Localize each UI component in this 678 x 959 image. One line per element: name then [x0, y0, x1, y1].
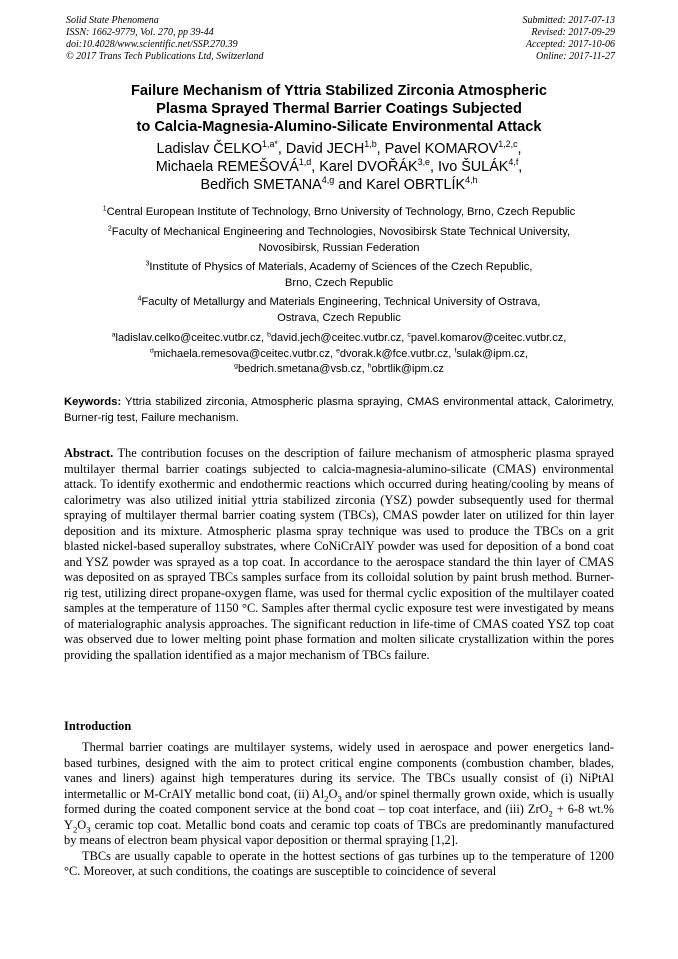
email-link[interactable]: michaela.remesova@ceitec.vutbr.cz	[153, 347, 330, 360]
abstract-label: Abstract.	[64, 446, 114, 460]
email-link[interactable]: sulak@ipm.cz	[456, 347, 525, 360]
author-list	[60, 140, 618, 194]
submitted-date: Submitted: 2017-07-13	[522, 15, 615, 26]
author-separator: ,	[430, 159, 438, 175]
email-separator: ,	[448, 347, 455, 360]
author-separator: ,	[376, 141, 385, 157]
affiliation-1	[60, 205, 618, 221]
affiliation-text: Novosibirsk, Russian Federation	[258, 241, 420, 254]
title-line: Plasma Sprayed Thermal Barrier Coatings Subjected	[156, 101, 522, 117]
author-affiliation-mark: 3,e	[417, 157, 430, 168]
author-separator: ,	[517, 141, 522, 157]
paragraph-text: ceramic top coat. Metallic bond coats and ceramic top coats of TBCs are predominantly manufactured by means of electron beam physical vapor deposition or thermal spraying [1,2].	[64, 817, 614, 847]
accepted-date: Accepted: 2017-10-06	[525, 39, 615, 50]
paragraph-text: O	[77, 817, 87, 832]
email-separator: ,	[361, 363, 368, 375]
author-name: Ivo ŠULÁK	[438, 159, 509, 175]
email-mark: b	[267, 331, 271, 339]
section-heading-introduction: Introduction	[64, 719, 132, 733]
email-separator: ,	[401, 332, 408, 344]
publication-dates	[523, 15, 616, 63]
affiliation-number: 1	[102, 205, 107, 213]
author-name: Pavel KOMAROV	[384, 141, 499, 157]
author-affiliation-mark: 1,a*	[262, 139, 278, 150]
subscript: 2	[548, 808, 553, 819]
email-mark: g	[234, 362, 238, 370]
subscript: 3	[86, 823, 91, 834]
author-affiliation-mark: 1,d	[298, 157, 312, 168]
email-mark: e	[336, 346, 340, 354]
email-link[interactable]: obrtlik@ipm.cz	[371, 363, 444, 375]
email-link[interactable]: bedrich.smetana@vsb.cz	[237, 363, 362, 375]
paper-title	[60, 82, 618, 136]
abstract-paragraph	[64, 446, 614, 663]
affiliation-text: Faculty of Metallurgy and Materials Engineering, Technical University of Ostrava,	[141, 296, 541, 308]
author-name: Michaela REMEŠOVÁ	[155, 159, 299, 175]
author-line	[60, 176, 618, 194]
author-emails	[60, 331, 618, 378]
author-line	[60, 140, 618, 158]
email-link[interactable]: pavel.komarov@ceitec.vutbr.cz	[410, 332, 564, 344]
keywords-paragraph	[64, 395, 614, 426]
affiliation-4	[60, 295, 618, 326]
paragraph-text: + 6-8 wt.% Y	[64, 802, 615, 832]
email-separator: ,	[330, 347, 337, 360]
email-mark: h	[367, 362, 372, 370]
introduction-body	[64, 740, 614, 880]
copyright-line: © 2017 Trans Tech Publications Ltd, Switzerland	[66, 51, 264, 62]
body-paragraph: TBCs are usually capable to operate in the hottest sections of gas turbines up to the temperature of 1200 °C. Moreover, at such conditions, the coatings are susceptible to coincidence of several	[64, 848, 614, 878]
email-mark: f	[454, 346, 457, 354]
affiliation-text: Faculty of Mechanical Engineering and Technologies, Novosibirsk State Technical University,	[111, 226, 571, 238]
email-separator: ,	[563, 332, 567, 344]
author-affiliation-mark: 4,f	[508, 157, 519, 168]
author-affiliation-mark: 4,g	[321, 175, 335, 186]
abstract-text: The contribution focuses on the description of failure mechanism of atmospheric plasma sprayed multilayer thermal barrier coatings subjected to calcia-magnesia-alumino-silicate (CMAS) environmental attack. To identify exothermic and endothermic reactions which occurred during heating/cooling by means of calorimetry was also utilized initial yttria stabilized zirconia (YSZ) powder subsequently used for thermal spraying of multilayer thermal barrier coating system (TBCs), CMAS powder later on utilized for thin layer deposition and its mixture. Atmospheric plasma spray technique was used to produce the TBCs on a grit blasted nickel-based superalloy substrates, where CoNiCrAlY powder was used for deposition of a bond coat and YSZ powder was sprayed as a top coat. In accordance to the aerospace standard the thin layer of CMAS was deposited on as sprayed TBCs samples surface from its colloidal solution by paint brush method. Burner-rig test, utilizing direct propane-oxygen flame, was used for thermal cyclic exposition of the multilayer coated samples at the temperature of 1150 °C. Samples after thermal cyclic exposure test were investigated by means of materialographic analysis approaches. The significant reduction in life-time of CMAS coated YSZ top coat was observed due to lower melting point phase formation and molten silicate crystallization within the pores providing the spallation identified as a major mechanism of TBCs failure.	[64, 446, 614, 662]
author-name: David JECH	[285, 141, 365, 157]
email-link[interactable]: dvorak.k@fce.vutbr.cz	[339, 347, 449, 360]
email-mark: c	[407, 331, 411, 339]
affiliation-number: 3	[145, 260, 150, 268]
affiliation-number: 4	[137, 295, 142, 303]
issn-line: ISSN: 1662-9779, Vol. 270, pp 39-44	[66, 27, 214, 38]
email-separator: ,	[260, 332, 268, 344]
email-link[interactable]: david.jech@ceitec.vutbr.cz	[270, 332, 402, 344]
author-name: Bedřich SMETANA	[200, 177, 322, 193]
email-separator: ,	[524, 347, 529, 360]
author-affiliation-mark: 1,2,c	[498, 139, 518, 150]
affiliation-2	[60, 225, 618, 256]
keywords-text: Yttria stabilized zirconia, Atmospheric plasma spraying, CMAS environmental attack, Calorimetry, Burner-rig test, Failure mechanism.	[64, 396, 614, 424]
online-date: Online: 2017-11-27	[536, 51, 615, 62]
paragraph-text: Thermal barrier coatings are multilayer systems, widely used in aerospace and power energetics land-based turbines, designed with the aim to protect critical engine components (combustion chamber, blades, vanes and liners) against high temperatures during its service. The TBCs usually consist of (i) NiPtAl intermetallic or M-CrAlY metallic bond coat, (ii) Al	[64, 740, 614, 801]
affiliation-text: Brno, Czech Republic	[284, 276, 394, 289]
author-affiliation-mark: 1,b	[364, 139, 377, 150]
author-conjunction: and	[334, 177, 367, 193]
email-mark: d	[149, 346, 154, 354]
subscript: 3	[337, 792, 342, 803]
author-affiliation-mark: 4,h	[465, 175, 478, 186]
author-name: Ladislav ČELKO	[156, 141, 263, 157]
author-name: Karel DVOŘÁK	[319, 159, 418, 175]
affiliation-number: 2	[107, 225, 112, 233]
paragraph-text: O	[328, 786, 338, 801]
author-line	[60, 158, 618, 176]
journal-name: Solid State Phenomena	[66, 15, 159, 26]
subscript: 2	[324, 792, 329, 803]
affiliation-text: Ostrava, Czech Republic	[277, 311, 401, 324]
keywords-label: Keywords:	[64, 396, 122, 408]
affiliation-text: Central European Institute of Technology, Brno University of Technology, Brno, Czech Republic	[106, 206, 576, 218]
author-separator: ,	[518, 159, 523, 175]
affiliation-text: Institute of Physics of Materials, Academy of Sciences of the Czech Republic,	[149, 261, 533, 273]
body-paragraph	[64, 740, 614, 849]
email-mark: a	[111, 331, 116, 339]
author-separator: ,	[277, 141, 286, 157]
affiliation-3	[60, 260, 618, 291]
journal-info	[66, 15, 264, 63]
revised-date: Revised: 2017-09-29	[531, 27, 615, 38]
title-line: to Calcia-Magnesia-Alumino-Silicate Environmental Attack	[136, 119, 542, 135]
subscript: 2	[72, 823, 78, 834]
author-name: Karel OBRTLÍK	[366, 177, 466, 193]
paragraph-text: and/or spinel thermally grown oxide, which is usually formed during the coated component service at the bond coat – top coat interface, and (iii) ZrO	[64, 786, 615, 816]
title-line: Failure Mechanism of Yttria Stabilized Zirconia Atmospheric	[130, 83, 547, 99]
author-separator: ,	[311, 159, 320, 175]
email-link[interactable]: ladislav.celko@ceitec.vutbr.cz	[115, 332, 261, 344]
doi-line: doi:10.4028/www.scientific.net/SSP.270.39	[66, 39, 238, 50]
